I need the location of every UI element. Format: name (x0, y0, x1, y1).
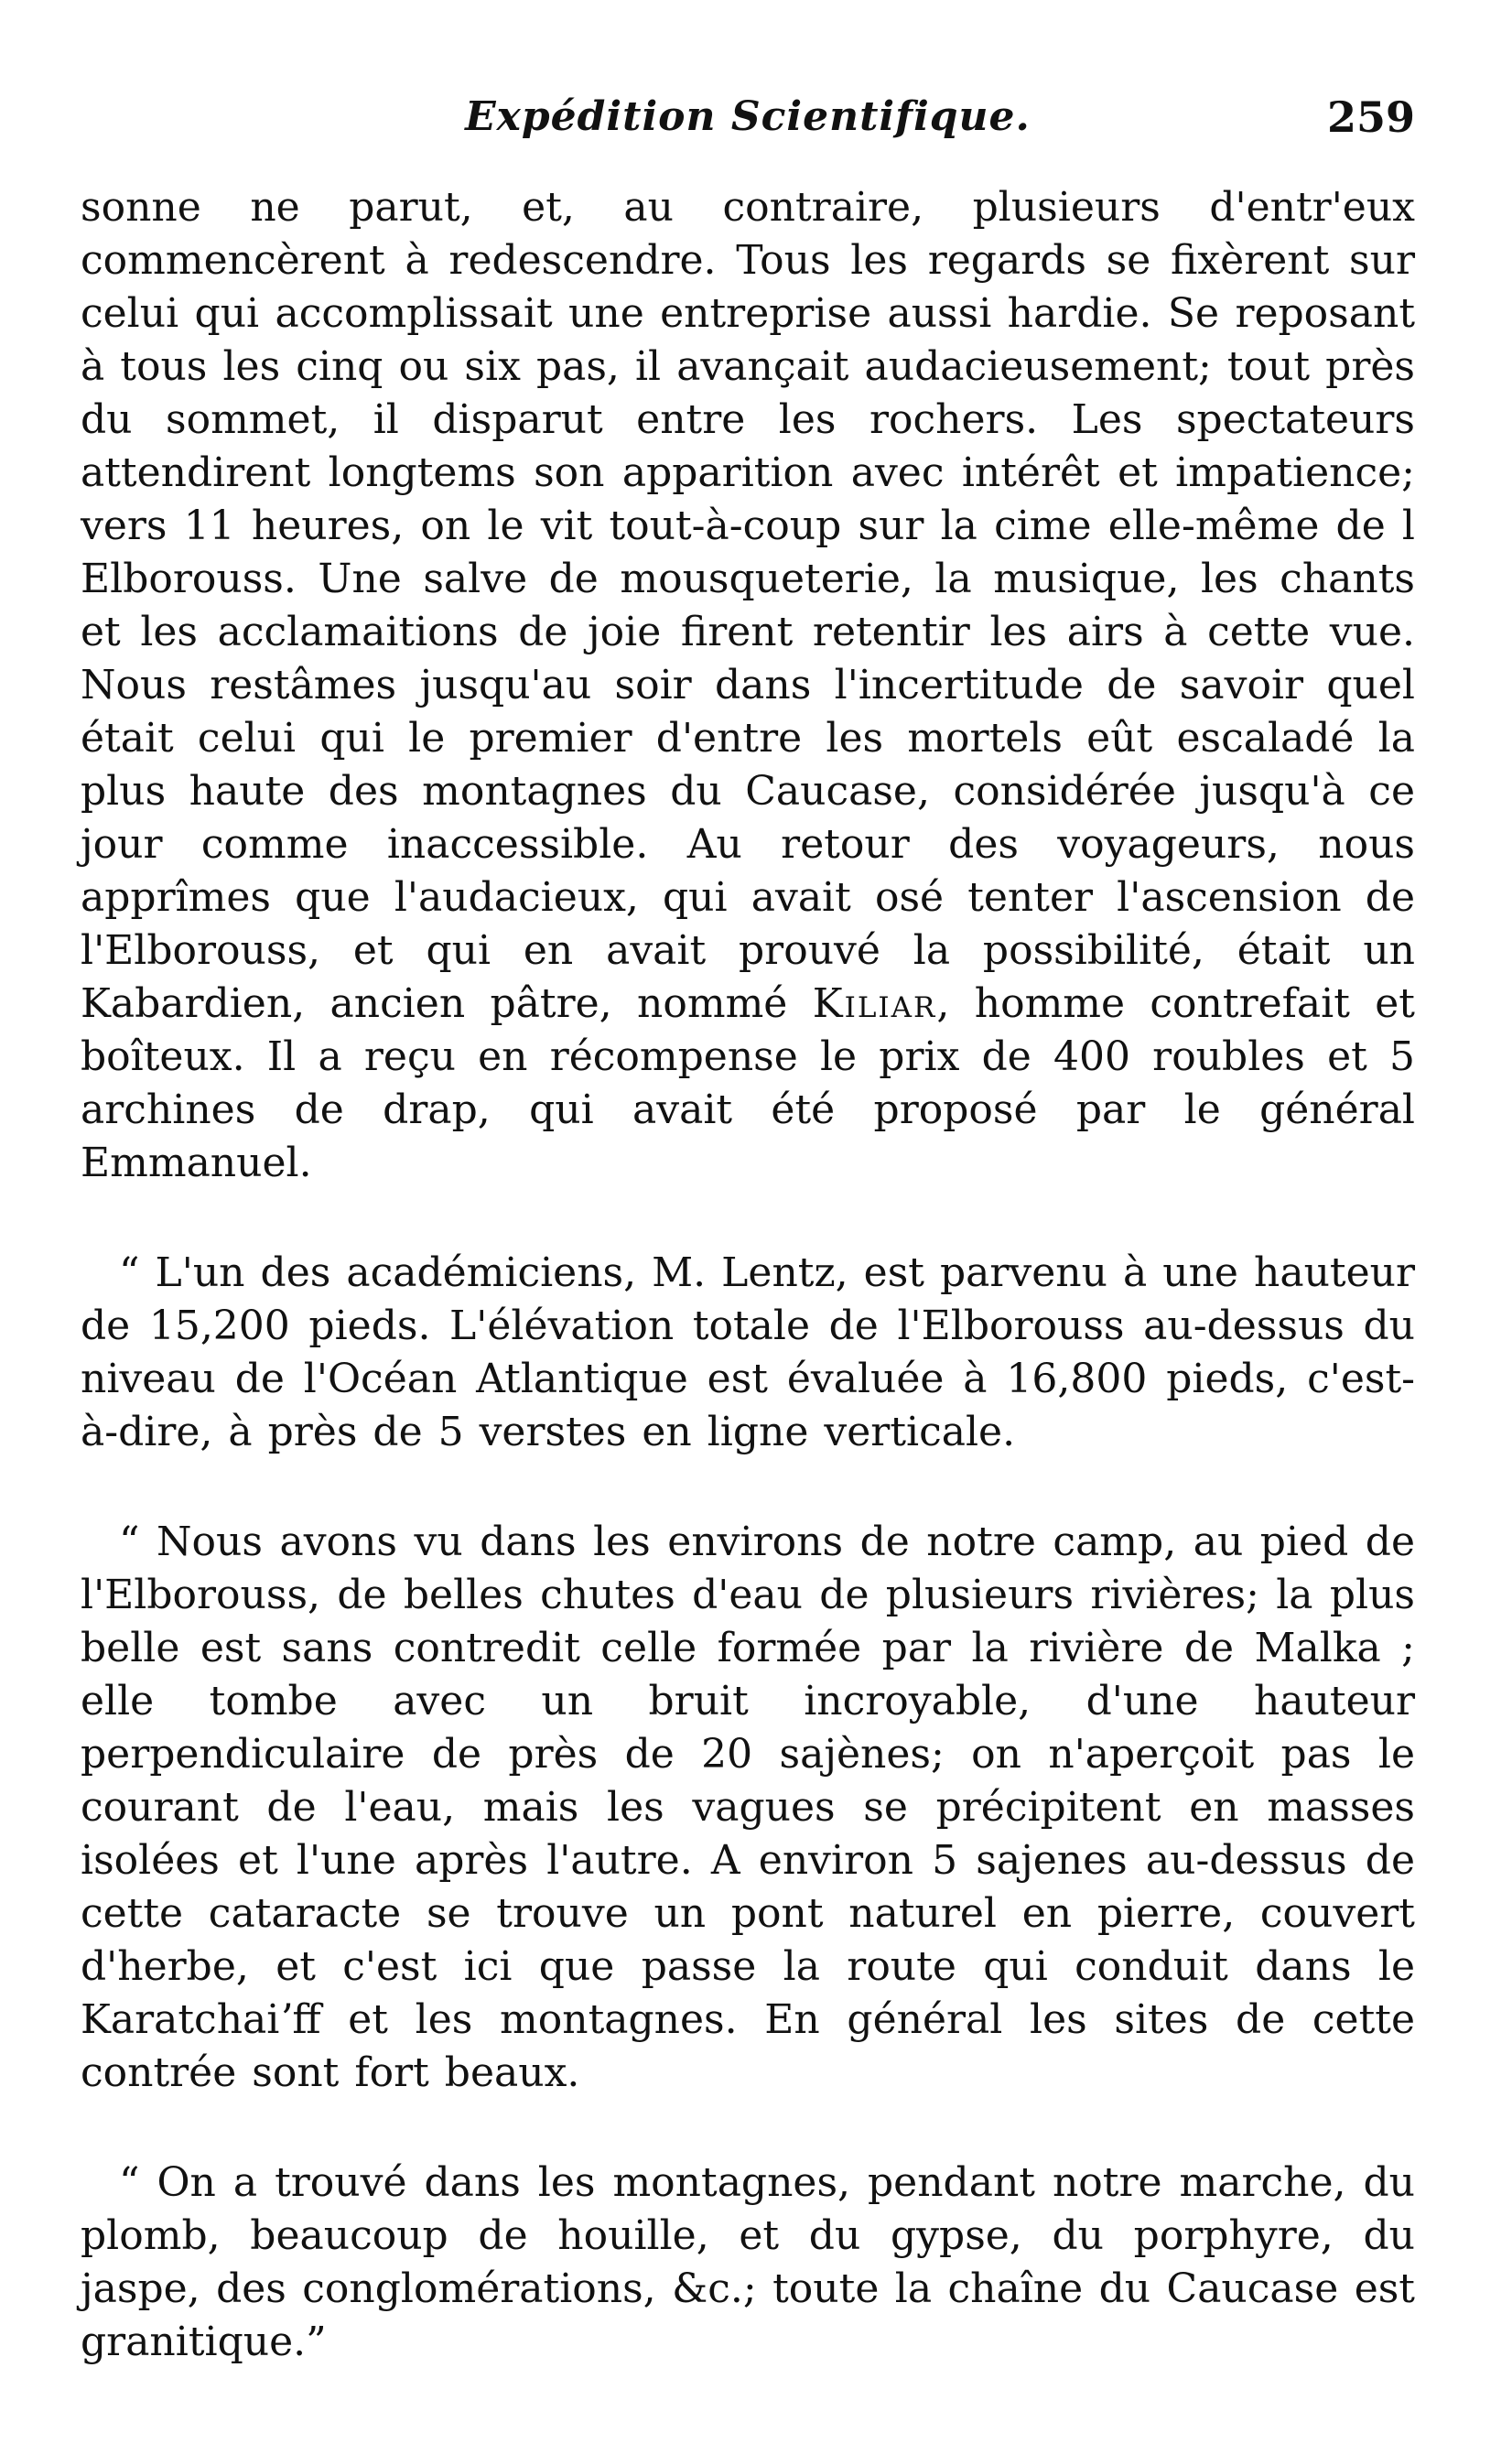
paragraph-ascent-of-elborouss (81, 181, 1415, 1190)
body-text (81, 181, 1415, 2369)
paragraph-waterfalls: “ Nous avons vu dans les environs de notre camp, au pied de l'Elborouss, de belles chutes d'eau de plusieurs rivières; la plus belle est sans contredit celle formée par la rivière de Malka ; elle tombe avec un bruit incroyable, d'une hauteur perpendiculaire de près de 20 sajènes; on n'aperçoit pas le courant de l'eau, mais les vagues se précipitent en masses isolées et l'une après l'autre. A environ 5 sajenes au-dessus de cette cataracte se trouve un pont naturel en pierre, couvert d'herbe, et c'est ici que passe la route qui conduit dans le Karatchaiʼff et les montagnes. En général les sites de cette contrée sont fort beaux. (81, 1519, 1415, 2096)
paragraph-elevation: “ L'un des académiciens, M. Lentz, est parvenu à une hauteur de 15,200 pieds. L'élévation totale de l'Elborouss au-dessus du niveau de l'Océan Atlantique est évaluée à 16,800 pieds, c'est-à-dire, à près de 5 verstes en ligne verticale. (81, 1249, 1415, 1455)
running-title: Expédition Scientifique. (465, 93, 1031, 140)
running-head (81, 90, 1415, 154)
paragraph-text-after-name: , homme contrefait et boîteux. Il a reçu en récompense le prix de 400 roubles et 5 archines de drap, qui avait été proposé par le général Emmanuel. (81, 980, 1415, 1186)
page-number: 259 (1326, 92, 1415, 142)
paragraph-text-before-name: sonne ne parut, et, au contraire, plusieurs d'entr'eux commencèrent à redescendre. Tous les regards se fixèrent sur celui qui accomplissait une entreprise aussi hardie. Se reposant à tous les cinq ou six pas, il avançait audacieusement; tout près du sommet, il disparut entre les rochers. Les spectateurs attendirent longtems son apparition avec intérêt et impatience; vers 11 heures, on le vit tout-à-coup sur la cime elle-même de l Elborouss. Une salve de mousqueterie, la musique, les chants et les acclamaitions de joie firent retentir les airs à cette vue. Nous restâmes jusqu'au soir dans l'incertitude de savoir quel était celui qui le premier d'entre les mortels eût escaladé la plus haute des montagnes du Caucase, considérée jusqu'à ce jour comme inaccessible. Au retour des voyageurs, nous apprîmes que l'audacieux, qui avait osé tenter l'ascension de l'Elborouss, et qui en avait prouvé la possibilité, était un Kabardien, ancien pâtre, nommé (81, 184, 1415, 1027)
climber-name: Kiliar (812, 980, 937, 1027)
paragraph-minerals: “ On a trouvé dans les montagnes, pendant notre marche, du plomb, beaucoup de houille, et du gypse, du porphyre, du jaspe, des conglomérations, &c.; toute la chaîne du Caucase est granitique.” (81, 2159, 1415, 2365)
